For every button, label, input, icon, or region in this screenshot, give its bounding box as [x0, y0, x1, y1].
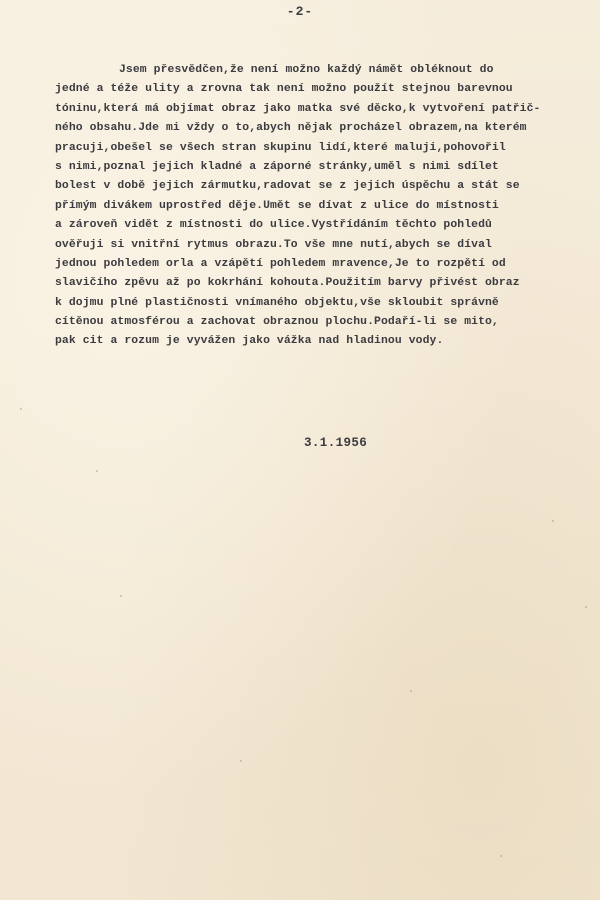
- text-line: jedné a téže ulity a zrovna tak není možno použít stejnou barevnou: [55, 83, 513, 96]
- text-line: ného obsahu.Jde mi vždy o to,abych nějak procházel obrazem,na kterém: [55, 122, 527, 135]
- text-line: Jsem přesvědčen,že není možno každý námět obléknout do: [119, 64, 494, 76]
- paper-speck: [96, 470, 98, 472]
- document-body: [55, 61, 595, 352]
- paper-speck: [500, 855, 502, 857]
- text-line: cítěnou atmosférou a zachovat obraznou plochu.Podaří-li se mito,: [55, 316, 499, 329]
- text-line: s nimi,poznal jejich kladné a záporné stránky,uměl s nimi sdílet: [55, 160, 499, 173]
- text-line: ověřuji si vnitřní rytmus obrazu.To vše mne nutí,abych se díval: [55, 238, 492, 251]
- page-number: -2-: [286, 4, 314, 19]
- text-line: slavičího zpěvu až po kokrhání kohouta.Použitím barvy přivést obraz: [55, 277, 520, 290]
- document-date: 3.1.1956: [304, 436, 368, 450]
- text-line: bolest v době jejich zármutku,radovat se z jejich úspěchu a stát se: [55, 180, 520, 193]
- paper-speck: [552, 520, 554, 522]
- text-line: tóninu,která má objímat obraz jako matka své děcko,k vytvoření patřič-: [55, 102, 541, 115]
- paper-speck: [410, 690, 412, 692]
- text-line: přímým divákem uprostřed děje.Umět se dívat z ulice do místnosti: [55, 199, 499, 212]
- paper-speck: [120, 595, 122, 597]
- paper-speck: [240, 760, 242, 762]
- paper-speck: [20, 408, 22, 410]
- text-line: pracuji,obešel se všech stran skupinu lidí,které maluji,pohovořil: [55, 141, 506, 154]
- text-line: jednou pohledem orla a vzápětí pohledem mravence,Je to rozpětí od: [55, 257, 506, 270]
- text-line: k dojmu plné plastičnosti vnímaného objektu,vše skloubit správně: [55, 296, 499, 309]
- paper-speck: [585, 606, 587, 608]
- text-line: pak cit a rozum je vyvážen jako vážka nad hladinou vody.: [55, 335, 444, 348]
- text-line: a zároveň vidět z místnosti do ulice.Vystřídáním těchto pohledů: [55, 219, 492, 232]
